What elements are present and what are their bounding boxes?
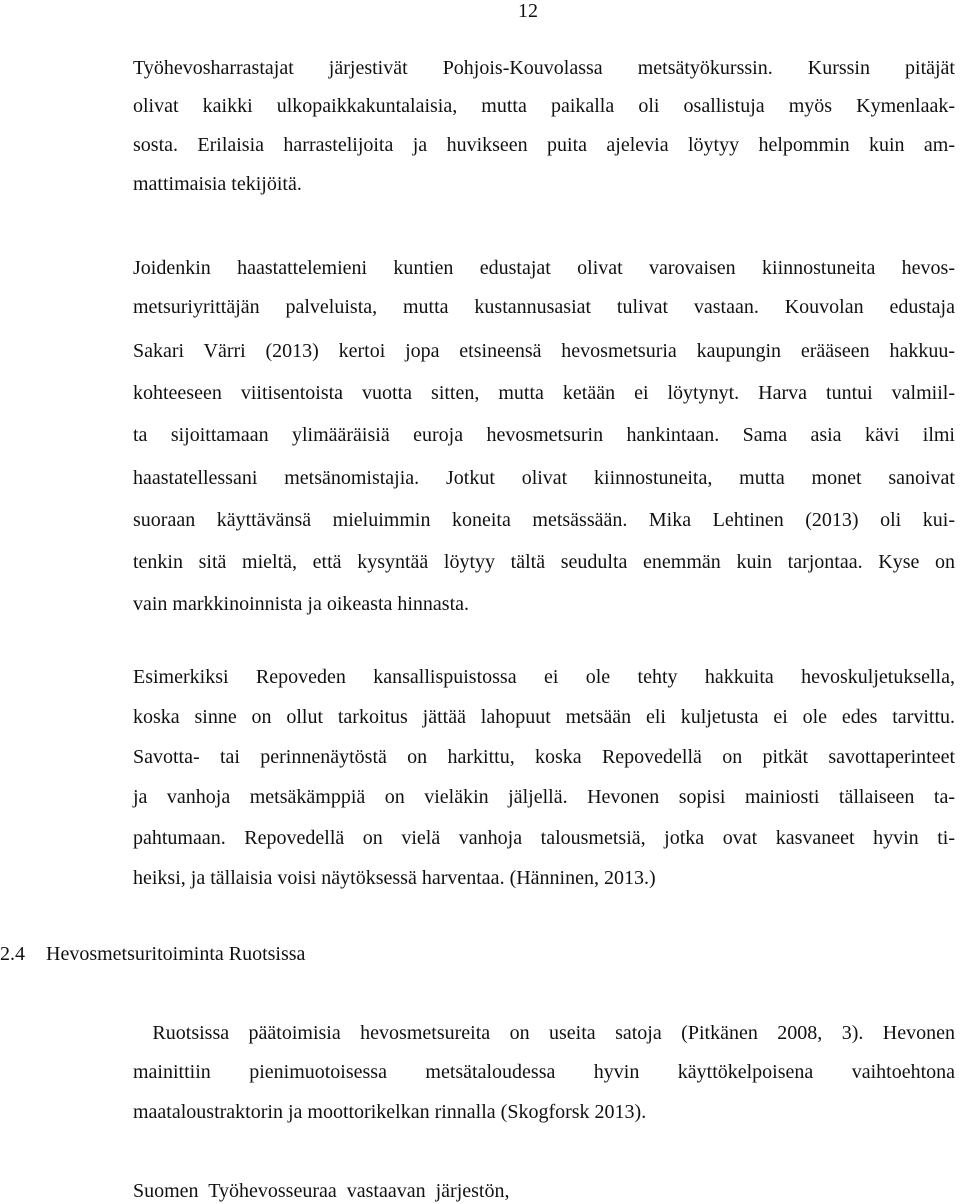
text-line: Esimerkiksi Repoveden kansallispuistossa ei ole tehty hakkuita hevoskuljetuksella, <box>133 666 955 688</box>
text-line: Ruotsissa päätoimisia hevosmetsureita on useita satoja (Pitkänen 2008, 3). Hevonen <box>133 1022 955 1044</box>
text-line: Suomen Työhevosseuraa vastaavan järjestön, <box>133 1180 510 1202</box>
text-line: sosta. Erilaisia harrastelijoita ja huvikseen puita ajelevia löytyy helpommin kuin am- <box>133 134 955 156</box>
text-line: mainittiin pienimuotoisessa metsätaloudessa hyvin käyttökelpoisena vaihtoehtona <box>133 1061 955 1083</box>
text-line: haastatellessani metsänomistajia. Jotkut olivat kiinnostuneita, mutta monet sanoivat <box>133 467 955 489</box>
text-line: heiksi, ja tällaisia voisi näytöksessä harventaa. (Hänninen, 2013.) <box>133 867 656 889</box>
text-line: olivat kaikki ulkopaikkakuntalaisia, mutta paikalla oli osallistuja myös Kymenlaak- <box>133 95 955 117</box>
text-line: Työhevosharrastajat järjestivät Pohjois-Kouvolassa metsätyökurssin. Kurssin pitäjät <box>133 57 955 79</box>
section-heading <box>0 942 305 966</box>
text-line: Joidenkin haastattelemieni kuntien edustajat olivat varovaisen kiinnostuneita hevos- <box>133 257 955 279</box>
section-title: Hevosmetsuritoiminta Ruotsissa <box>46 943 306 965</box>
page-number: 12 <box>518 0 538 22</box>
text-line: kohteeseen viitisentoista vuotta sitten, mutta ketään ei löytynyt. Harva tuntui valmiil- <box>133 382 955 404</box>
text-line: ta sijoittamaan ylimääräisiä euroja hevosmetsurin hankintaan. Sama asia kävi ilmi <box>133 424 955 446</box>
text-line: maataloustraktorin ja moottorikelkan rinnalla (Skogforsk 2013). <box>133 1101 647 1123</box>
text-line: koska sinne on ollut tarkoitus jättää lahopuut metsään eli kuljetusta ei ole edes tarvittu. <box>133 706 955 728</box>
text-line: metsuriyrittäjän palveluista, mutta kustannusasiat tulivat vastaan. Kouvolan edustaja <box>133 296 955 318</box>
text-line: tenkin sitä mieltä, että kysyntää löytyy tältä seudulta enemmän kuin tarjontaa. Kyse on <box>133 551 955 573</box>
text-line: suoraan käyttävänsä mieluimmin koneita metsässään. Mika Lehtinen (2013) oli kui- <box>133 509 955 531</box>
text-line: mattimaisia tekijöitä. <box>133 173 302 195</box>
text-line: vain markkinoinnista ja oikeasta hinnasta. <box>133 593 470 615</box>
section-number: 2.4 <box>0 943 25 965</box>
text-line: ja vanhoja metsäkämppiä on vieläkin jäljellä. Hevonen sopisi mainiosti tällaiseen ta- <box>133 786 955 808</box>
text-line: Savotta- tai perinnenäytöstä on harkittu, koska Repovedellä on pitkät savottaperinteet <box>133 746 955 768</box>
text-line: Sakari Värri (2013) kertoi jopa etsineensä hevosmetsuria kaupungin erääseen hakkuu- <box>133 340 955 362</box>
text-line: pahtumaan. Repovedellä on vielä vanhoja talousmetsiä, jotka ovat kasvaneet hyvin ti- <box>133 827 955 849</box>
